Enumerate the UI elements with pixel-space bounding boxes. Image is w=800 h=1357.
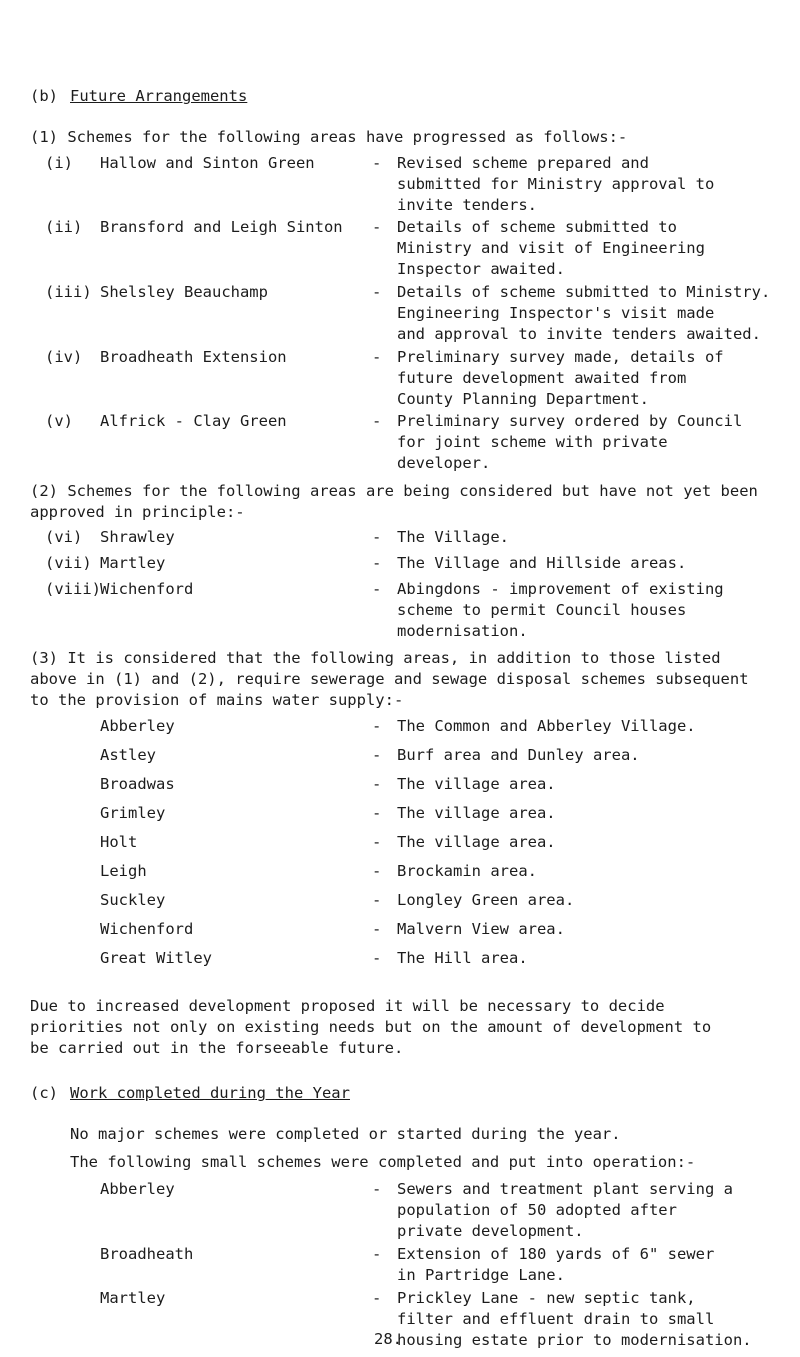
item-number: (iii) — [45, 283, 92, 301]
intro-1: (1) Schemes for the following areas have progressed as follows:- — [30, 128, 628, 146]
item-dash: - — [372, 775, 382, 793]
intro-2-line-1: (2) Schemes for the following areas are being considered but have not yet been — [30, 482, 758, 500]
item-area: Wichenford — [100, 920, 194, 938]
item-number: (i) — [45, 154, 73, 172]
item-number: (iv) — [45, 348, 83, 366]
item-number: (viii) — [45, 580, 101, 598]
item-area: Suckley — [100, 891, 166, 909]
item-dash: - — [372, 862, 382, 880]
item-description: Preliminary survey ordered by Council for joint scheme with private developer. — [397, 412, 743, 472]
item-dash: - — [372, 804, 382, 822]
item-description: Abingdons - improvement of existing scheme to permit Council houses modernisation. — [397, 580, 724, 640]
item-area: Broadwas — [100, 775, 175, 793]
item-description: Preliminary survey made, details of future development awaited from County Planning Department. — [397, 348, 724, 408]
section-b-label: (b) — [30, 87, 58, 105]
section-b-heading: Future Arrangements — [70, 87, 248, 105]
item-area: Martley — [100, 1289, 166, 1307]
item-area: Leigh — [100, 862, 147, 880]
page-number: 28. — [374, 1330, 402, 1348]
item-dash: - — [372, 891, 382, 909]
item-area: Martley — [100, 554, 166, 572]
item-description: Extension of 180 yards of 6" sewer in Partridge Lane. — [397, 1245, 715, 1284]
item-area: Shrawley — [100, 528, 175, 546]
item-dash: - — [372, 412, 382, 430]
item-description: The village area. — [397, 775, 556, 793]
item-dash: - — [372, 554, 382, 572]
item-area: Broadheath Extension — [100, 348, 287, 366]
item-area: Abberley — [100, 1180, 175, 1198]
item-dash: - — [372, 1245, 382, 1263]
item-number: (vii) — [45, 554, 92, 572]
item-dash: - — [372, 348, 382, 366]
item-description: Details of scheme submitted to Ministry. Engineering Inspector's visit made and approval to invite tenders awaited. — [397, 283, 771, 343]
item-dash: - — [372, 580, 382, 598]
intro-3: (3) It is considered that the following areas, in addition to those listed above in (1) and (2), require sewerage and sewage disposal schemes subsequent to the provision of mains water supply:- — [30, 649, 749, 709]
item-description: Longley Green area. — [397, 891, 575, 909]
item-description: Malvern View area. — [397, 920, 565, 938]
section-c-para-1: No major schemes were completed or started during the year. — [70, 1125, 621, 1143]
item-dash: - — [372, 949, 382, 967]
item-number: (v) — [45, 412, 73, 430]
item-description: Revised scheme prepared and submitted for Ministry approval to invite tenders. — [397, 154, 715, 214]
item-description: Prickley Lane - new septic tank, filter and effluent drain to small housing estate prior to modernisation. — [397, 1289, 752, 1349]
item-area: Bransford and Leigh Sinton — [100, 218, 343, 236]
item-number: (vi) — [45, 528, 83, 546]
item-area: Great Witley — [100, 949, 212, 967]
item-description: Details of scheme submitted to Ministry and visit of Engineering Inspector awaited. — [397, 218, 705, 278]
item-dash: - — [372, 218, 382, 236]
item-dash: - — [372, 1180, 382, 1198]
item-dash: - — [372, 154, 382, 172]
priorities-paragraph: Due to increased development proposed it will be necessary to decide priorities not only on existing needs but on the amount of development to be carried out in the forseeable future. — [30, 997, 712, 1057]
intro-2-line-2: approved in principle:- — [30, 503, 245, 521]
item-area: Abberley — [100, 717, 175, 735]
item-area: Holt — [100, 833, 138, 851]
item-description: Burf area and Dunley area. — [397, 746, 640, 764]
section-c-heading: Work completed during the Year — [70, 1084, 350, 1102]
item-description: Sewers and treatment plant serving a population of 50 adopted after private development. — [397, 1180, 733, 1240]
item-dash: - — [372, 283, 382, 301]
item-dash: - — [372, 528, 382, 546]
item-description: The village area. — [397, 804, 556, 822]
item-dash: - — [372, 717, 382, 735]
item-number: (ii) — [45, 218, 83, 236]
item-description: Brockamin area. — [397, 862, 537, 880]
item-description: The Village. — [397, 528, 509, 546]
item-description: The village area. — [397, 833, 556, 851]
item-area: Broadheath — [100, 1245, 194, 1263]
item-dash: - — [372, 1289, 382, 1307]
item-description: The Hill area. — [397, 949, 528, 967]
item-dash: - — [372, 833, 382, 851]
item-area: Astley — [100, 746, 156, 764]
section-c-label: (c) — [30, 1084, 58, 1102]
item-area: Hallow and Sinton Green — [100, 154, 315, 172]
item-area: Grimley — [100, 804, 166, 822]
item-area: Shelsley Beauchamp — [100, 283, 268, 301]
item-dash: - — [372, 920, 382, 938]
item-area: Alfrick - Clay Green — [100, 412, 287, 430]
item-description: The Common and Abberley Village. — [397, 717, 696, 735]
item-dash: - — [372, 746, 382, 764]
section-c-para-2: The following small schemes were completed and put into operation:- — [70, 1153, 696, 1171]
item-description: The Village and Hillside areas. — [397, 554, 687, 572]
item-area: Wichenford — [100, 580, 194, 598]
